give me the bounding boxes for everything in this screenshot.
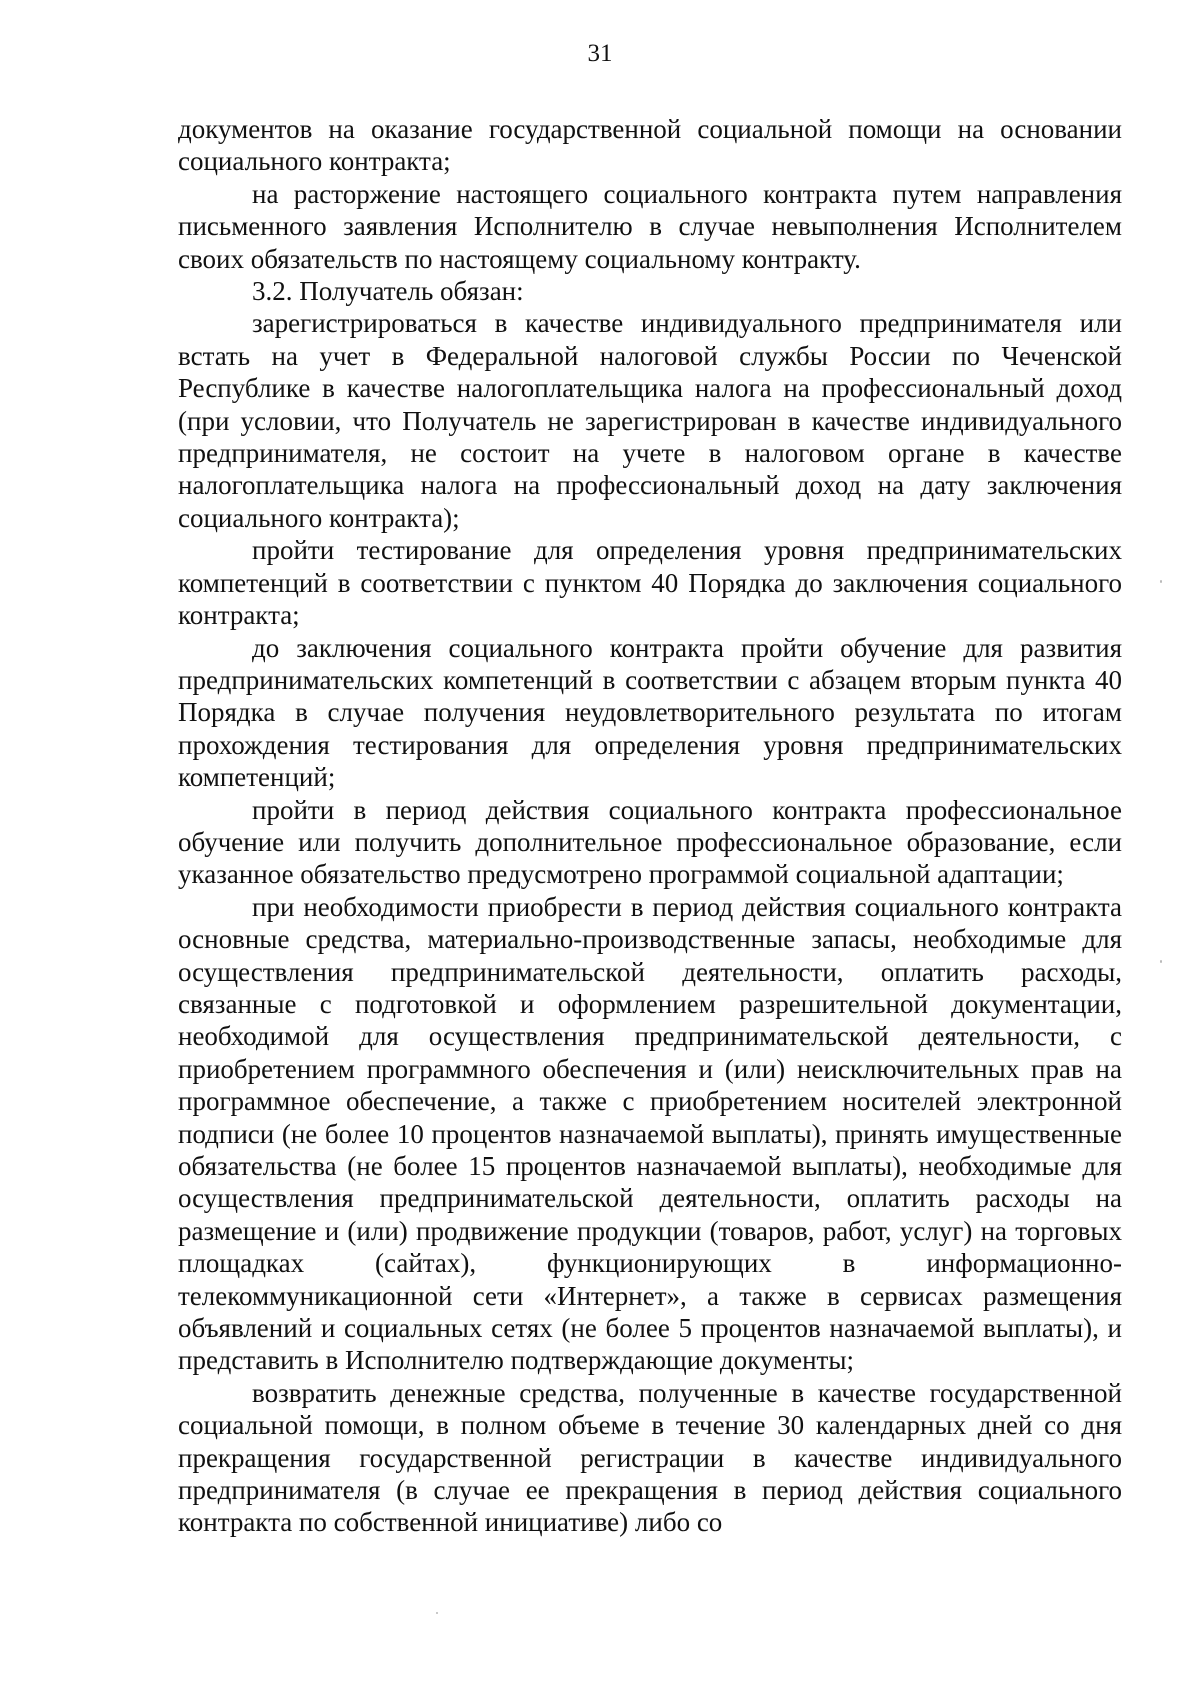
paragraph-2: на расторжение настоящего социального контракта путем направления письменного заявления Исполнителю в случае невыполнения Исполнителем своих обязательств по настоящему социальному контракту. bbox=[178, 178, 1122, 274]
page-number: 31 bbox=[587, 40, 613, 67]
section-heading-3-2: 3.2. Получатель обязан: bbox=[252, 276, 524, 307]
scan-speck bbox=[436, 1612, 438, 1614]
paragraph-6: до заключения социального контракта пройти обучение для развития предпринимательских компетенций в соответствии с абзацем вторым пункта 40 Порядка в случае получения неудовлетворительного результата по итогам прохождения тестирования для определения уровня предпринимательских компетенций; bbox=[178, 632, 1122, 793]
paragraph-9: возвратить денежные средства, полученные в качестве государственной социальной помощи, в полном объеме в течение 30 календарных дней со дня прекращения государственной регистрации в качестве индивидуального предпринимателя (в случае ее прекращения в период действия социального контракта по собственной инициативе) либо со bbox=[178, 1377, 1122, 1538]
document-body bbox=[178, 113, 1122, 1539]
scan-speck bbox=[1160, 960, 1162, 963]
paragraph-1: документов на оказание государственной социальной помощи на основании социального контракта; bbox=[178, 114, 1122, 177]
paragraph-7: пройти в период действия социального контракта профессиональное обучение или получить дополнительное профессиональное образование, если указанное обязательство предусмотрено программой социальной адаптации; bbox=[178, 794, 1122, 890]
paragraph-5: пройти тестирование для определения уровня предпринимательских компетенций в соответствии с пунктом 40 Порядка до заключения социального контракта; bbox=[178, 535, 1122, 631]
scan-speck bbox=[1160, 580, 1162, 583]
paragraph-8: при необходимости приобрести в период действия социального контракта основные средства, материально-производственные запасы, необходимые для осуществления предпринимательской деятельности, оплатить расходы, связанные с подготовкой и оформлением разрешительной документации, необходимой для осуществления предпринимательской деятельности, с приобретением программного обеспечения и (или) неисключительных прав на программное обеспечение, а также с приобретением носителей электронной подписи (не более 10 процентов назначаемой выплаты), принять имущественные обязательства (не более 15 процентов назначаемой выплаты), необходимые для осуществления предпринимательской деятельности, оплатить расходы на размещение и (или) продвижение продукции (товаров, работ, услуг) на торговых площадках (сайтах), функционирующих в информационно-телекоммуникационной сети «Интернет», а также в сервисах размещения объявлений и социальных сетях (не более 5 процентов назначаемой выплаты), и представить в Исполнителю подтверждающие документы; bbox=[178, 891, 1122, 1376]
paragraph-4: зарегистрироваться в качестве индивидуального предпринимателя или встать на учет в Федеральной налоговой службы России по Чеченской Республике в качестве налогоплательщика налога на профессиональный доход (при условии, что Получатель не зарегистрирован в качестве индивидуального предпринимателя, не состоит на учете в налоговом органе в качестве налогоплательщика налога на профессиональный доход на дату заключения социального контракта); bbox=[178, 308, 1122, 533]
